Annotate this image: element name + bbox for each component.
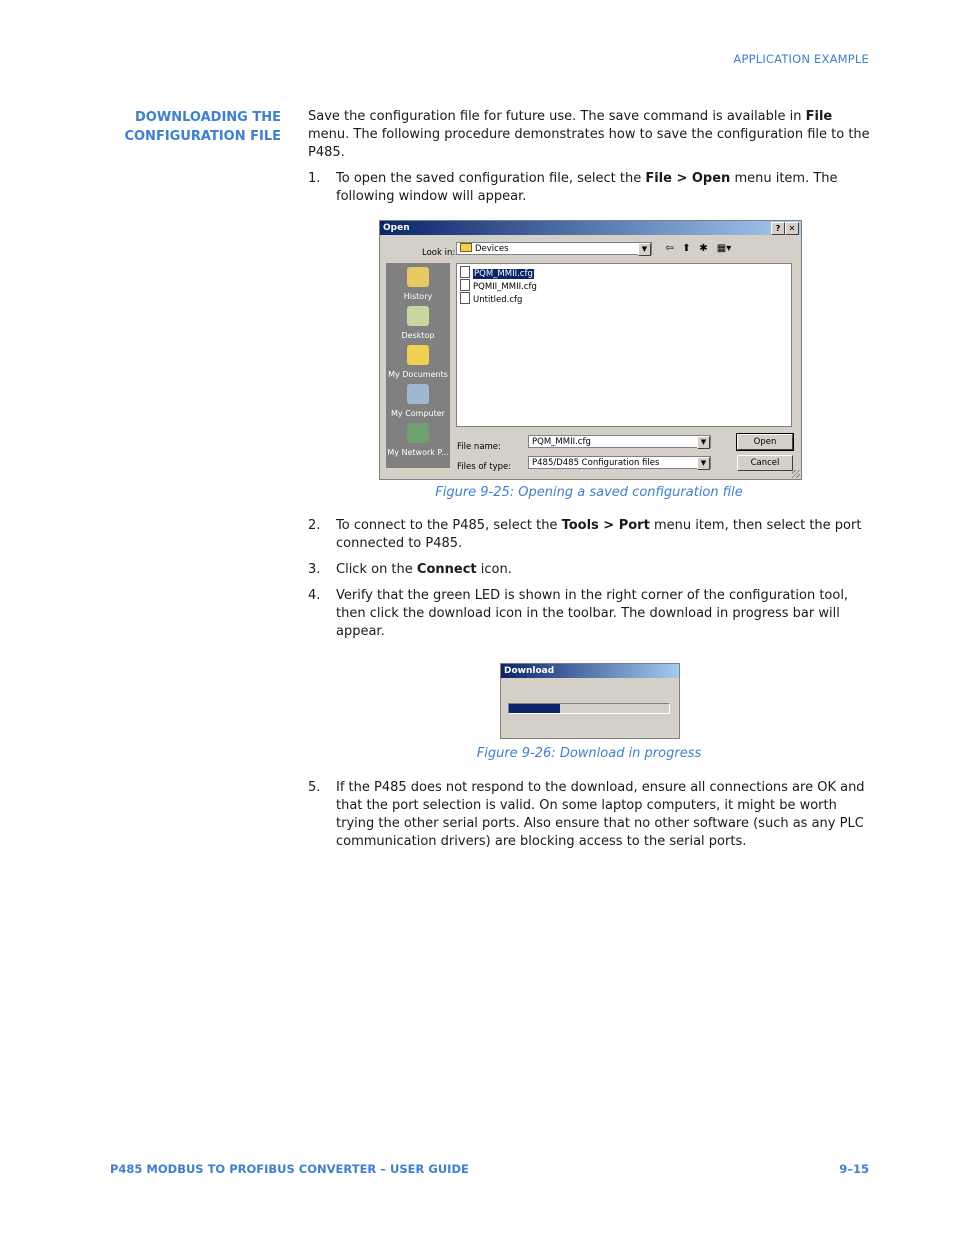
download-dialog xyxy=(500,663,680,739)
section-heading-line2: CONFIGURATION FILE xyxy=(124,129,281,144)
documents-folder-icon xyxy=(407,345,429,365)
file-name-input[interactable]: PQM_MMII.cfg ▼ xyxy=(528,435,711,448)
network-icon xyxy=(407,423,429,443)
step-3: 3. Click on the Connect icon. xyxy=(308,562,512,577)
view-menu-icon[interactable]: ▦▾ xyxy=(716,243,732,254)
file-type-label: Files of type: xyxy=(457,462,512,472)
main-content xyxy=(308,108,870,851)
file-icon xyxy=(460,266,470,278)
download-progress-bar xyxy=(508,703,670,714)
open-button[interactable]: Open xyxy=(737,434,793,450)
list-item[interactable]: PQM_MMII.cfg xyxy=(460,266,534,278)
up-folder-icon[interactable]: ⬆ xyxy=(682,243,691,254)
new-folder-icon[interactable]: ✱ xyxy=(699,243,708,254)
computer-icon xyxy=(407,384,429,404)
folder-icon xyxy=(460,243,472,252)
chevron-down-icon[interactable]: ▼ xyxy=(638,243,651,256)
file-type-select[interactable]: P485/D485 Configuration files ▼ xyxy=(528,456,711,469)
history-icon xyxy=(407,267,429,287)
place-my-network[interactable]: My Network P... xyxy=(386,423,450,462)
list-item[interactable]: PQMII_MMII.cfg xyxy=(460,279,537,291)
file-icon xyxy=(460,279,470,291)
look-in-select[interactable]: Devices ▼ xyxy=(456,242,652,255)
step-2: 2. To connect to the P485, select the Tools > Port menu item, then select the port connected to P485. xyxy=(308,518,862,551)
back-icon[interactable]: ⇦ xyxy=(665,243,674,254)
footer-page-number: 9–15 xyxy=(839,1162,869,1176)
open-dialog xyxy=(379,220,802,480)
download-dialog-titlebar: Download xyxy=(501,664,679,678)
places-bar xyxy=(386,263,450,468)
step-1: 1. To open the saved configuration file, select the File > Open menu item. The following window will appear. xyxy=(308,171,838,204)
figure-caption-1: Figure 9-25: Opening a saved configuration file xyxy=(435,485,743,500)
place-history[interactable]: History xyxy=(386,267,450,306)
section-heading-line1: DOWNLOADING THE xyxy=(135,110,281,125)
file-name-label: File name: xyxy=(457,442,501,452)
place-desktop[interactable]: Desktop xyxy=(386,306,450,345)
open-dialog-titlebar: Open ? ✕ xyxy=(380,221,801,235)
help-button[interactable]: ? xyxy=(771,222,785,235)
resize-grip[interactable] xyxy=(792,470,800,478)
place-my-computer[interactable]: My Computer xyxy=(386,384,450,423)
step-4: 4. Verify that the green LED is shown in the right corner of the configuration tool, then click the download icon in the toolbar. The download in progress bar will appear. xyxy=(308,588,849,639)
cancel-button[interactable]: Cancel xyxy=(737,455,793,471)
step-5: 5. If the P485 does not respond to the download, ensure all connections are OK and that the port selection is valid. On some laptop computers, it might be worth trying the other serial ports. Also ensure that no other software (such as any PLC communication drivers) are blocking access to the serial ports. xyxy=(308,780,865,849)
intro-paragraph: Save the configuration file for future use. The save command is available in File menu. The following procedure demonstrates how to save the configuration file to the P485. xyxy=(308,109,870,160)
file-list xyxy=(456,263,792,427)
section-heading xyxy=(100,108,281,146)
footer-title: P485 MODBUS TO PROFIBUS CONVERTER – USER GUIDE xyxy=(110,1162,469,1176)
chevron-down-icon[interactable]: ▼ xyxy=(697,457,710,470)
chevron-down-icon[interactable]: ▼ xyxy=(697,436,710,449)
figure-caption-2: Figure 9-26: Download in progress xyxy=(476,746,702,761)
file-icon xyxy=(460,292,470,304)
download-progress-fill xyxy=(509,704,560,713)
place-my-documents[interactable]: My Documents xyxy=(386,345,450,384)
look-in-label: Look in: xyxy=(422,248,456,258)
close-button[interactable]: ✕ xyxy=(785,222,799,235)
desktop-icon xyxy=(407,306,429,326)
running-header: APPLICATION EXAMPLE xyxy=(733,52,869,66)
list-item[interactable]: Untitled.cfg xyxy=(460,292,522,304)
